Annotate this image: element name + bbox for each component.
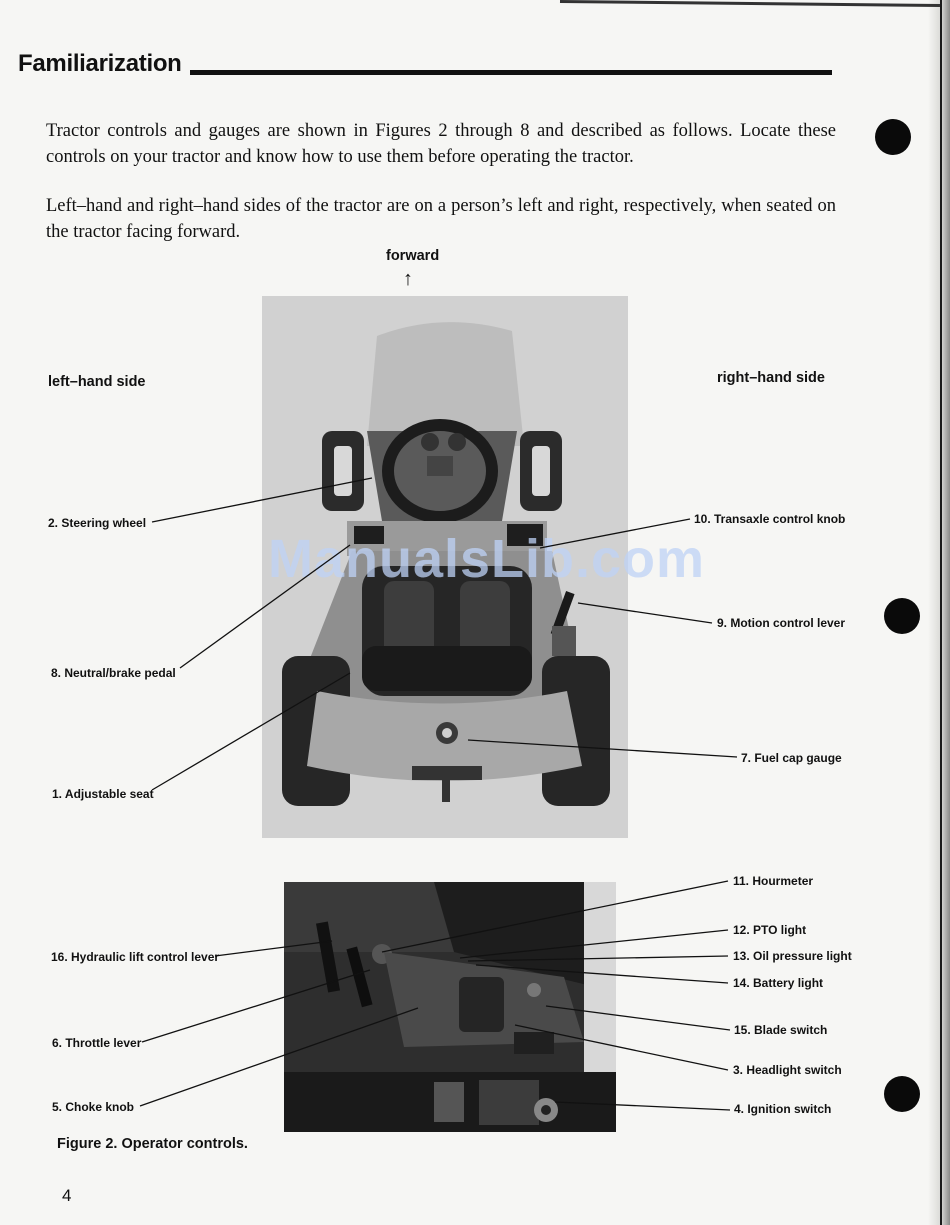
punch-hole-bottom <box>884 1076 920 1112</box>
top-scan-line <box>560 0 940 7</box>
callout-steering-wheel: 2. Steering wheel <box>48 516 147 530</box>
callout-hourmeter: 11. Hourmeter <box>733 874 814 888</box>
callout-battery-light: 14. Battery light <box>733 976 824 990</box>
left-side-label: left–hand side <box>48 374 146 390</box>
punch-hole-middle <box>884 598 920 634</box>
watermark-text: ManualsLib.com <box>268 529 706 589</box>
callout-headlight-switch: 3. Headlight switch <box>733 1063 842 1077</box>
heading-rule <box>190 70 832 75</box>
callout-pto-light: 12. PTO light <box>733 923 807 937</box>
figure-caption: Figure 2. Operator controls. <box>57 1136 248 1152</box>
page-edge-line <box>940 0 942 1225</box>
callout-motion-control-lever: 9. Motion control lever <box>717 616 846 630</box>
callout-blade-switch: 15. Blade switch <box>734 1023 828 1037</box>
forward-label: forward <box>386 248 440 264</box>
callout-fuel-cap-gauge: 7. Fuel cap gauge <box>741 751 842 765</box>
callout-throttle-lever: 6. Throttle lever <box>52 1036 142 1050</box>
section-heading: Familiarization <box>18 50 182 77</box>
page-edge-shadow <box>928 0 950 1225</box>
callout-neutral-brake-pedal: 8. Neutral/brake pedal <box>51 666 176 680</box>
forward-arrow-icon: ↑ <box>403 268 413 290</box>
punch-hole-top <box>875 119 911 155</box>
control-panel-photo <box>284 882 616 1132</box>
right-side-label: right–hand side <box>717 370 825 386</box>
callout-choke-knob: 5. Choke knob <box>52 1100 135 1114</box>
callout-ignition-switch: 4. Ignition switch <box>734 1102 832 1116</box>
sides-paragraph: Left–hand and right–hand sides of the tractor are on a person’s left and right, respectively, when seated on the tractor facing forward. <box>46 196 836 242</box>
intro-paragraph: Tractor controls and gauges are shown in Figures 2 through 8 and described as follows. Locate these controls on your tractor and know how to use them before operating the tractor. <box>46 121 836 167</box>
callout-adjustable-seat: 1. Adjustable seat <box>52 787 154 801</box>
page-number: 4 <box>62 1186 72 1205</box>
callout-transaxle-control-knob: 10. Transaxle control knob <box>694 512 846 526</box>
callout-hydraulic-lift-lever: 16. Hydraulic lift control lever <box>51 950 220 964</box>
callout-oil-pressure-light: 13. Oil pressure light <box>733 949 852 963</box>
